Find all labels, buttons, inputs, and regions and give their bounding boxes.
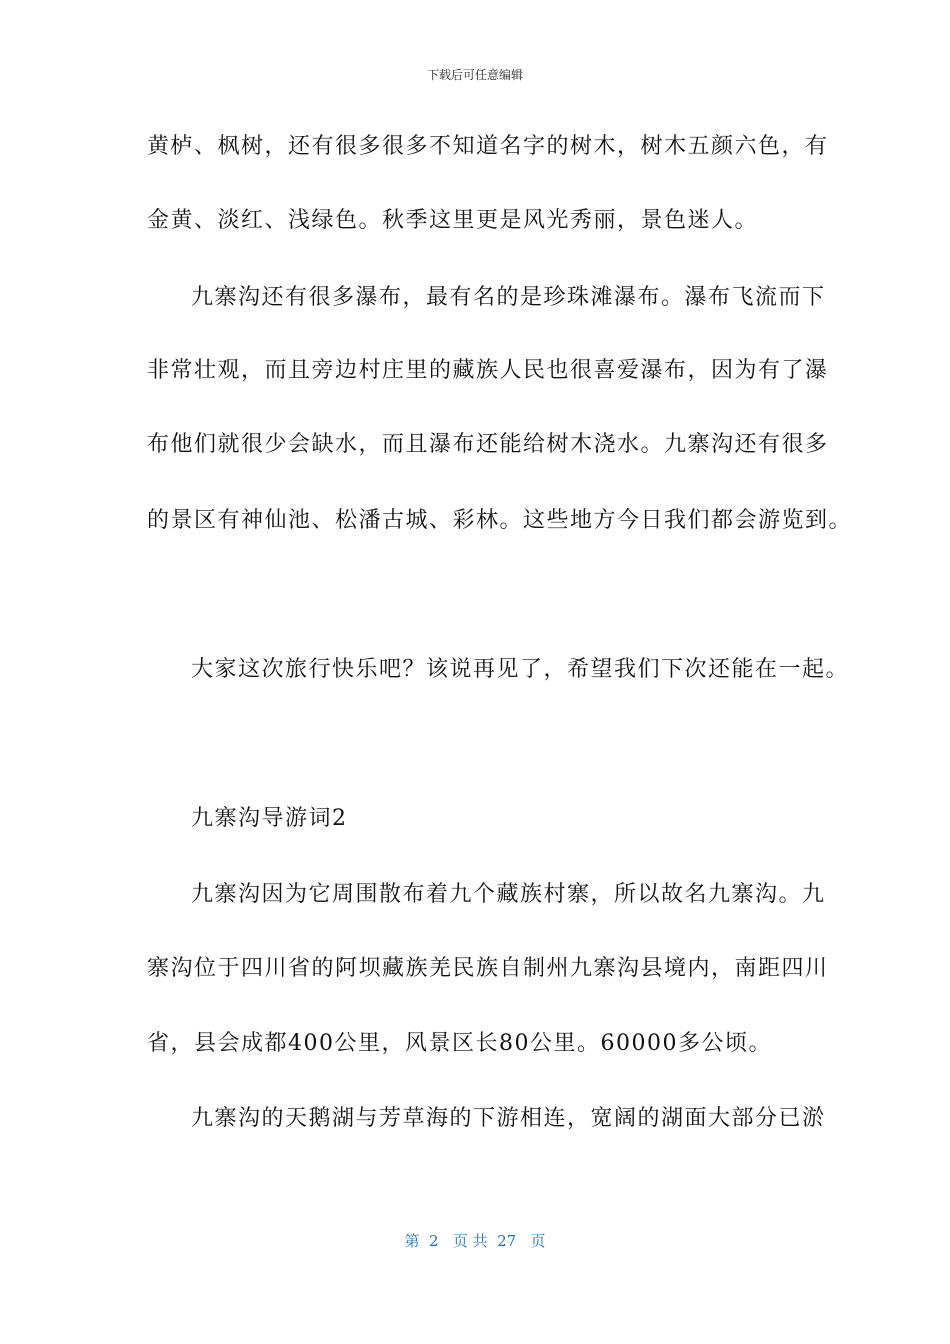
paragraph-start-line: 大家这次旅行快乐吧？该说再见了，希望我们下次还能在一起。 [191, 657, 850, 682]
text-line: 的景区有神仙池、松潘古城、彩林。这些地方今日我们都会游览到。 [147, 508, 853, 533]
section-heading: 九寨沟导游词2 [191, 806, 348, 831]
text-line: 寨沟位于四川省的阿坝藏族羌民族自制州九寨沟县境内，南距四川 [147, 956, 829, 981]
paragraph-start-line: 九寨沟还有很多瀑布，最有名的是珍珠滩瀑布。瀑布飞流而下 [191, 285, 826, 310]
header-note: 下载后可任意编辑 [426, 68, 523, 82]
paragraph-start-line: 九寨沟因为它周围散布着九个藏族村寨，所以故名九寨沟。九 [191, 882, 826, 907]
text-line: 黄栌、枫树，还有很多很多不知道名字的树木，树木五颜六色，有 [147, 134, 829, 159]
text-line: 非常壮观，而且旁边村庄里的藏族人民也很喜爱瀑布，因为有了瀑 [147, 358, 829, 383]
text-line: 金黄、淡红、浅绿色。秋季这里更是风光秀丽，景色迷人。 [147, 208, 759, 233]
page-number-footer: 第 2 页 共 27 页 [404, 1232, 546, 1250]
text-line: 布他们就很少会缺水，而且瀑布还能给树木浇水。九寨沟还有很多 [147, 432, 829, 457]
paragraph-start-line: 九寨沟的天鹅湖与芳草海的下游相连，宽阔的湖面大部分已淤 [191, 1106, 826, 1131]
text-line: 省，县会成都400公里，风景区长80公里。60000多公顷。 [147, 1031, 772, 1056]
